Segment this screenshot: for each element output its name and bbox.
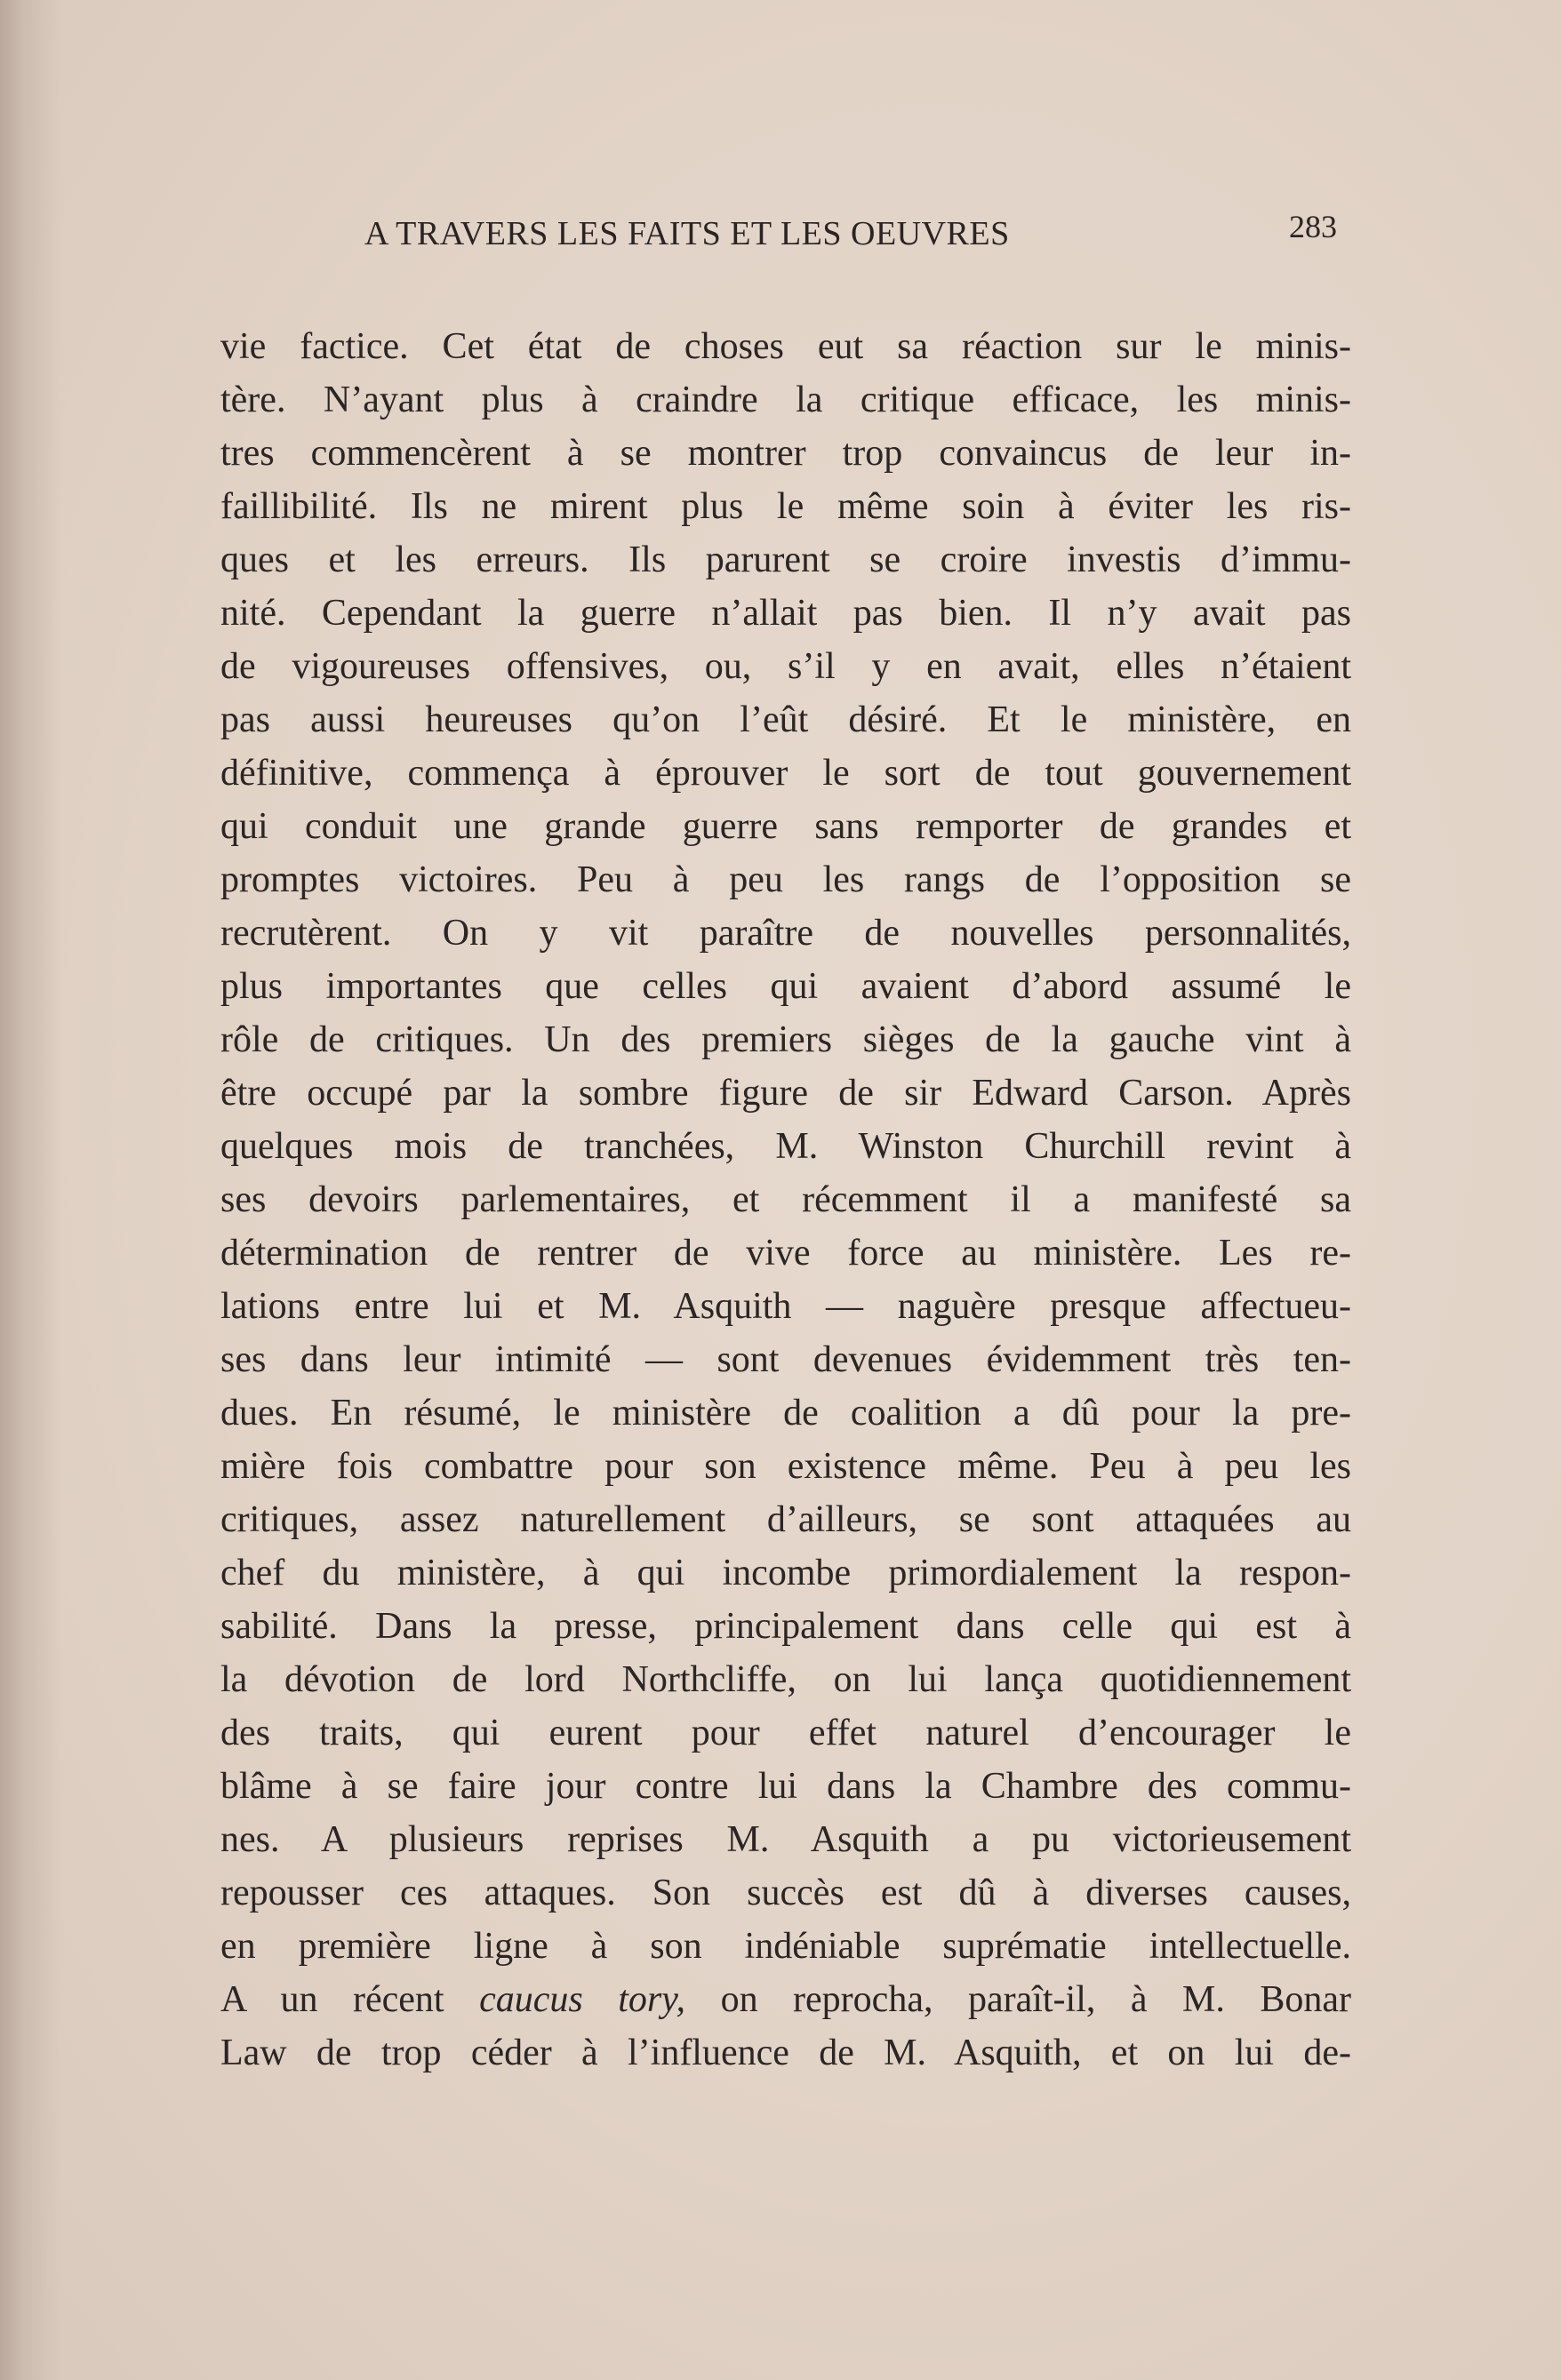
page-number: 283 [1289,209,1337,244]
text-line: repousser ces attaques. Son succès est dû à diverses causes, [220,1873,1351,1913]
text-line: vie factice. Cet état de choses eut sa réaction sur le minis- [220,326,1351,367]
text-line: en première ligne à son indéniable suprématie intellectuelle. [220,1926,1351,1967]
text-line: tres commencèrent à se montrer trop convaincus de leur in- [220,433,1351,474]
text-fragment: A un récent [220,1979,444,2020]
text-line: quelques mois de tranchées, M. Winston Churchill revint à [220,1126,1351,1167]
text-line: détermination de rentrer de vive force au ministère. Les re- [220,1233,1351,1274]
gutter-shadow [0,0,62,2380]
text-line: faillibilité. Ils ne mirent plus le même soin à éviter les ris- [220,486,1351,527]
text-line: rôle de critiques. Un des premiers sièges de la gauche vint à [220,1019,1351,1060]
text-line: lations entre lui et M. Asquith — naguère presque affectueu- [220,1286,1351,1327]
text-fragment: on reprocha, paraît-il, à M. Bonar [720,1979,1352,2020]
text-line: chef du ministère, à qui incombe primordialement la respon- [220,1553,1351,1593]
text-line: sabilité. Dans la presse, principalement dans celle qui est à [220,1606,1351,1647]
text-line: définitive, commença à éprouver le sort de tout gouvernement [220,753,1351,794]
text-line: recrutèrent. On y vit paraître de nouvelles personnalités, [220,913,1351,954]
text-line: tère. N’ayant plus à craindre la critique efficace, les minis- [220,379,1351,420]
text-line: dues. En résumé, le ministère de coalition a dû pour la pre- [220,1393,1351,1434]
text-line: ques et les erreurs. Ils parurent se croire investis d’immu- [220,539,1351,580]
text-line: plus importantes que celles qui avaient d’abord assumé le [220,966,1351,1007]
text-line: ses dans leur intimité — sont devenues évidemment très ten- [220,1339,1351,1380]
text-line: pas aussi heureuses qu’on l’eût désiré. Et le ministère, en [220,699,1351,740]
text-line: nité. Cependant la guerre n’allait pas bien. Il n’y avait pas [220,593,1351,634]
text-line: ses devoirs parlementaires, et récemment il a manifesté sa [220,1179,1351,1220]
italic-term: caucus tory, [479,1979,686,2020]
text-line: qui conduit une grande guerre sans remporter de grandes et [220,806,1351,847]
text-line: mière fois combattre pour son existence même. Peu à peu les [220,1446,1351,1487]
running-title: A TRAVERS LES FAITS ET LES OEUVRES [364,215,1010,252]
text-line-with-italic [220,1973,1351,2026]
text-line: promptes victoires. Peu à peu les rangs de l’opposition se [220,859,1351,900]
text-line: de vigoureuses offensives, ou, s’il y en avait, elles n’étaient [220,646,1351,687]
text-line: Law de trop céder à l’influence de M. Asquith, et on lui de- [220,2033,1351,2073]
text-line: nes. A plusieurs reprises M. Asquith a pu victorieusement [220,1819,1351,1860]
text-line: la dévotion de lord Northcliffe, on lui lança quotidiennement [220,1659,1351,1700]
text-line: des traits, qui eurent pour effet naturel d’encourager le [220,1713,1351,1753]
text-line: blâme à se faire jour contre lui dans la Chambre des commu- [220,1766,1351,1807]
body-text [220,320,1351,2080]
text-line: critiques, assez naturellement d’ailleurs, se sont attaquées au [220,1499,1351,1540]
text-line: être occupé par la sombre figure de sir Edward Carson. Après [220,1073,1351,1114]
